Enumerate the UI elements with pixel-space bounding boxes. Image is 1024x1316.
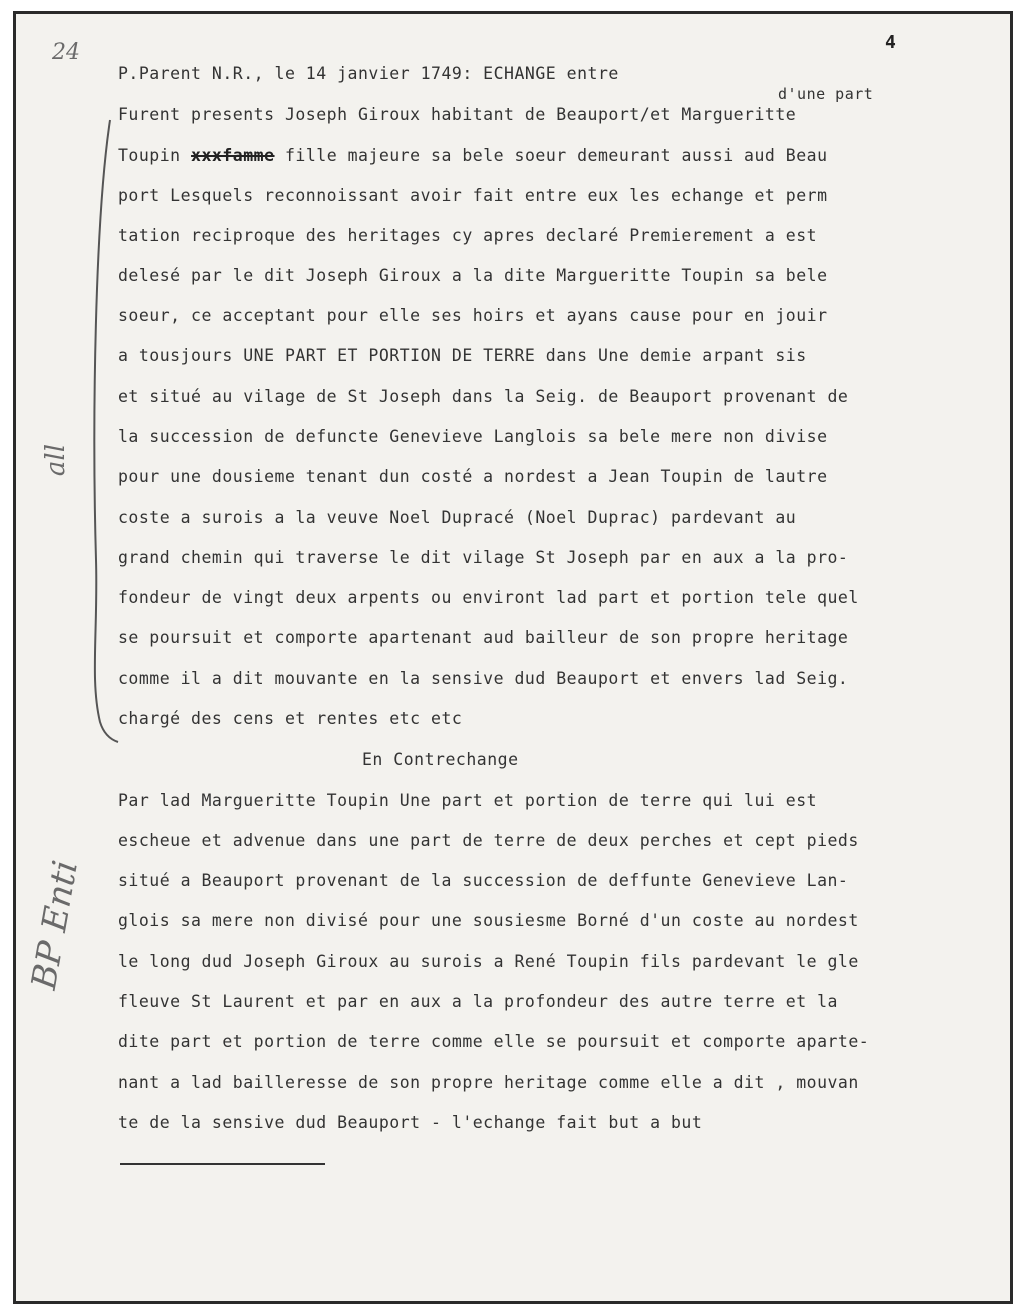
closing-rule	[120, 1163, 325, 1165]
text-line-16: chargé des cens et rentes etc etc	[118, 709, 463, 728]
text-line-1: Furent presents Joseph Giroux habitant de Beauport/et Margueritte	[118, 105, 797, 124]
line-2-rest: fille majeure sa bele soeur demeurant aussi aud Beau	[284, 146, 828, 165]
text2-line-5: le long dud Joseph Giroux au surois a René Toupin fils pardevant le gle	[118, 952, 859, 971]
text-line-2	[118, 146, 828, 166]
text2-line-4: glois sa mere non divisé pour une sousiesme Borné d'un coste au nordest	[118, 911, 859, 930]
text-line-11: coste a surois a la veuve Noel Dupracé (Noel Duprac) pardevant au	[118, 508, 797, 527]
header-line: P.Parent N.R., le 14 janvier 1749: ECHANGE entre	[118, 64, 619, 83]
text2-line-1: Par lad Margueritte Toupin Une part et portion de terre qui lui est	[118, 791, 818, 810]
section-heading: En Contrechange	[362, 750, 519, 769]
text-line-9: la succession de defuncte Genevieve Langlois sa bele mere non divise	[118, 427, 828, 446]
text-line-5: delesé par le dit Joseph Giroux a la dite Margueritte Toupin sa bele	[118, 266, 828, 285]
text-line-6: soeur, ce acceptant pour elle ses hoirs et ayans cause pour en jouir	[118, 306, 828, 325]
text-line-13: fondeur de vingt deux arpents ou environt lad part et portion tele quel	[118, 588, 859, 607]
text-line-10: pour une dousieme tenant dun costé a nordest a Jean Toupin de lautre	[118, 467, 828, 486]
text2-line-6: fleuve St Laurent et par en aux a la profondeur des autre terre et la	[118, 992, 838, 1011]
text-line-7: a tousjours UNE PART ET PORTION DE TERRE dans Une demie arpant sis	[118, 346, 807, 365]
text-line-8: et situé au vilage de St Joseph dans la Seig. de Beauport provenant de	[118, 387, 849, 406]
page-number: 4	[885, 32, 896, 53]
text-line-12: grand chemin qui traverse le dit vilage St Joseph par en aux a la pro-	[118, 548, 849, 567]
text2-line-2: escheue et advenue dans une part de terre de deux perches et cept pieds	[118, 831, 859, 850]
margin-note-top-left: 24	[52, 40, 80, 65]
text2-line-8: nant a lad bailleresse de son propre heritage comme elle a dit , mouvan	[118, 1073, 859, 1092]
text-line-3: port Lesquels reconnoissant avoir fait entre eux les echange et perm	[118, 186, 828, 205]
text2-line-7: dite part et portion de terre comme elle se poursuit et comporte aparte-	[118, 1032, 870, 1051]
toupin-word: Toupin	[118, 146, 181, 165]
margin-note-side-mark: all	[41, 443, 72, 477]
text2-line-3: situé a Beauport provenant de la succession de deffunte Genevieve Lan-	[118, 871, 849, 890]
text2-line-9: te de la sensive dud Beauport - l'echange fait but a but	[118, 1113, 703, 1132]
struck-word: xxxfamme	[191, 146, 275, 165]
interlinear-note: d'une part	[778, 85, 874, 103]
margin-note-bottom: BP Enti	[23, 857, 86, 993]
text-line-4: tation reciproque des heritages cy apres declaré Premierement a est	[118, 226, 818, 245]
text-line-14: se poursuit et comporte apartenant aud bailleur de son propre heritage	[118, 628, 849, 647]
text-line-15: comme il a dit mouvante en la sensive dud Beauport et envers lad Seig.	[118, 669, 849, 688]
